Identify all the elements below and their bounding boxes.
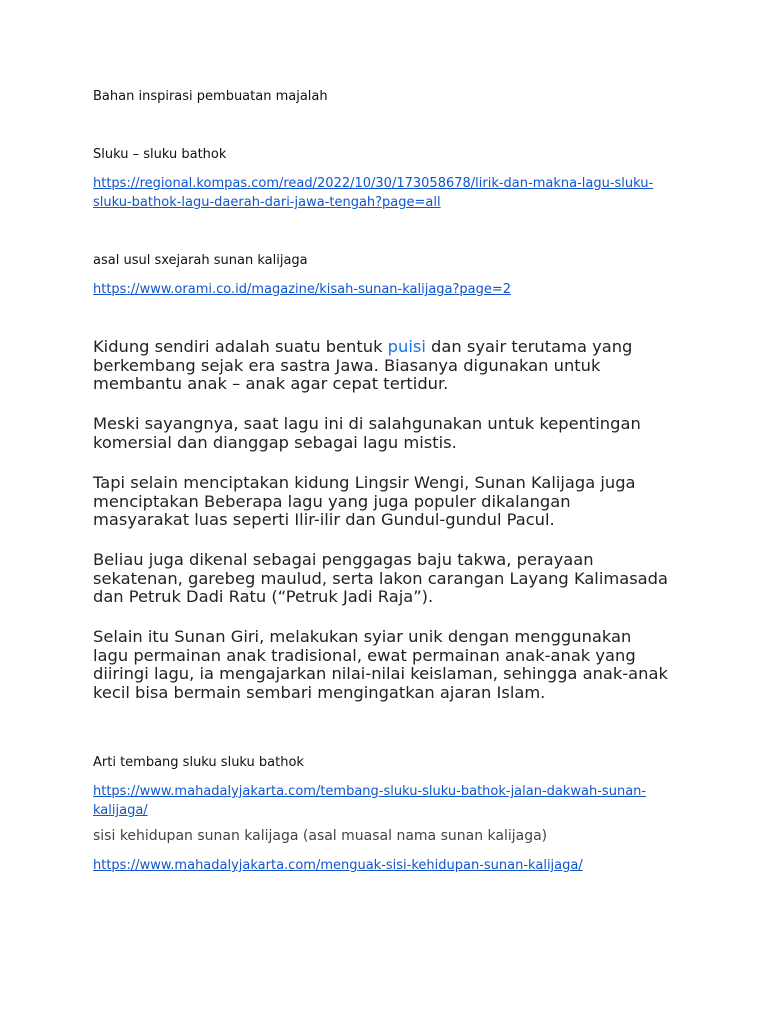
link-orami[interactable]: https://www.orami.co.id/magazine/kisah-sunan-kalijaga?page=2	[93, 282, 512, 297]
paragraph-kidung	[93, 338, 668, 394]
link-kompas-line1[interactable]: https://regional.kompas.com/read/2022/10/30/173058678/lirik-dan-makna-lagu-sluku-	[93, 176, 654, 191]
paragraph-beliau: Beliau juga dikenal sebagai penggagas baju takwa, perayaan sekatenan, garebeg maulud, serta lakon carangan Layang Kalimasada dan Petruk Dadi Ratu (“Petruk Jadi Raja”).	[93, 550, 668, 606]
paragraph-meski: Meski sayangnya, saat lagu ini di salahgunakan untuk kepentingan komersial dan dianggap sebagai lagu mistis.	[93, 414, 641, 452]
link-mahadaly-tembang-line2[interactable]: kalijaga/	[93, 803, 148, 818]
section-title-asal-usul: asal usul sxejarah sunan kalijaga	[93, 253, 308, 268]
section-title-sisi-kehidupan: sisi kehidupan sunan kalijaga (asal muasal nama sunan kalijaga)	[93, 828, 548, 844]
paragraph-kidung-before: Kidung sendiri adalah suatu bentuk	[93, 337, 388, 356]
paragraph-kidung-after: dan syair terutama yang berkembang sejak era sastra Jawa. Biasanya digunakan untuk membantu anak – anak agar cepat tertidur.	[93, 337, 633, 393]
link-mahadaly-sisi[interactable]: https://www.mahadalyjakarta.com/menguak-sisi-kehidupan-sunan-kalijaga/	[93, 858, 583, 873]
section-title-arti-tembang: Arti tembang sluku sluku bathok	[93, 755, 304, 770]
paragraph-tapi: Tapi selain menciptakan kidung Lingsir Wengi, Sunan Kalijaga juga menciptakan Beberapa lagu yang juga populer dikalangan masyarakat luas seperti Ilir-ilir dan Gundul-gundul Pacul.	[93, 473, 636, 529]
link-mahadaly-tembang-line1[interactable]: https://www.mahadalyjakarta.com/tembang-sluku-sluku-bathok-jalan-dakwah-sunan-	[93, 784, 647, 799]
link-kompas-line2[interactable]: sluku-bathok-lagu-daerah-dari-jawa-tengah?page=all	[93, 195, 441, 210]
paragraph-sunan-giri: Selain itu Sunan Giri, melakukan syiar unik dengan menggunakan lagu permainan anak tradisional, ewat permainan anak-anak yang diiringi lagu, ia mengajarkan nilai-nilai keislaman, sehingga anak-anak kecil bisa bermain sembari mengingatkan ajaran Islam.	[93, 627, 668, 702]
document-heading: Bahan inspirasi pembuatan majalah	[93, 89, 328, 104]
link-puisi[interactable]: puisi	[387, 337, 426, 356]
section-title-sluku: Sluku – sluku bathok	[93, 147, 227, 162]
